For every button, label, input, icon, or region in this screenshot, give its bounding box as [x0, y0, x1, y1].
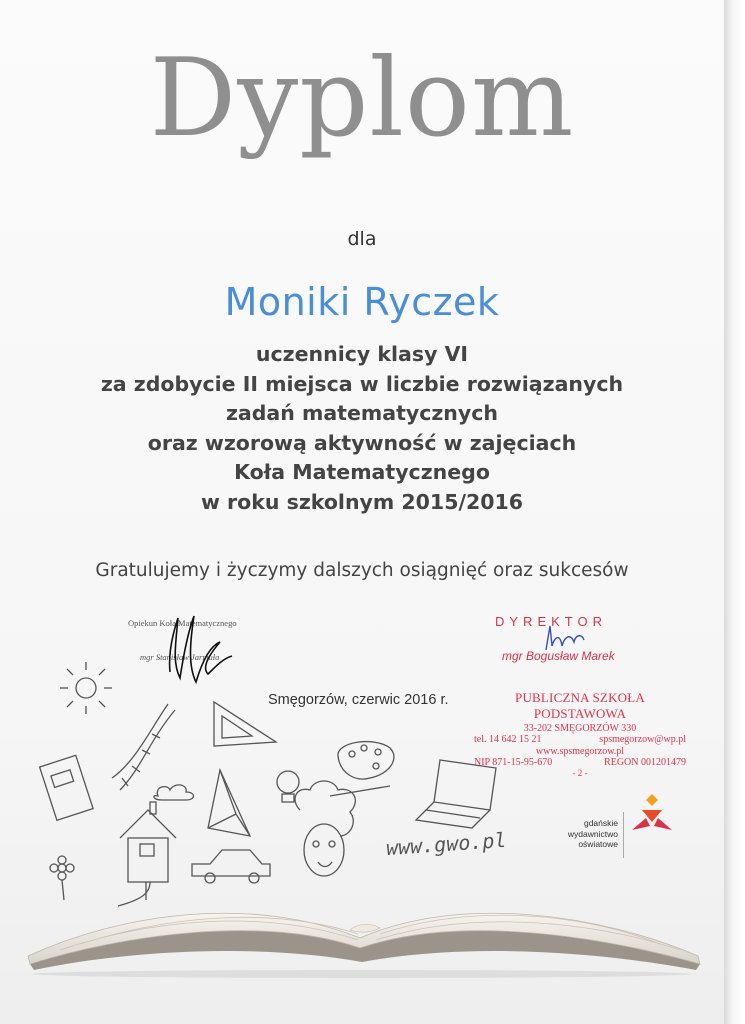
pyramid-icon — [208, 770, 250, 836]
stamp-address: 33-202 SMĘGORZÓW 330 — [523, 723, 637, 734]
stamp-www: www.spsmegorzow.pl — [535, 746, 625, 757]
triangle-ruler-icon — [214, 702, 276, 746]
notebook-icon — [40, 755, 93, 820]
director-title: DYREKTOR — [495, 614, 607, 629]
page-edge — [724, 0, 745, 1024]
dna-icon — [112, 704, 175, 790]
stamp-regon: REGON 001201479 — [604, 757, 686, 768]
sun-icon — [60, 662, 112, 714]
publisher-line: oświatowe — [578, 839, 618, 849]
gwo-logo-icon — [628, 792, 678, 840]
publisher-divider — [623, 812, 624, 858]
wishes-text: Gratulujemy i życzymy dalszych osiągnięć oraz sukcesów — [95, 560, 629, 581]
laptop-icon — [416, 760, 496, 828]
supervisor-name: mgr Stanisław Jarmuła — [140, 652, 220, 662]
recipient-name: Moniki Ryczek — [224, 280, 500, 324]
supervisor-role: Opiekun Koła Matematycznego — [128, 618, 237, 628]
stamp-number: - 2 - — [572, 768, 588, 778]
award-line: zadań matematycznych — [225, 401, 499, 425]
place-date: Smęgorzów, czerwic 2016 r. — [268, 692, 449, 708]
open-book-image — [0, 860, 724, 980]
award-text — [0, 340, 724, 517]
publisher-line: gdańskie — [583, 818, 618, 828]
director-name: mgr Bogusław Marek — [502, 649, 615, 663]
palette-icon — [330, 742, 394, 796]
award-line: oraz wzorową aktywność w zajęciach — [147, 430, 577, 455]
stamp-phone: tel. 14 642 15 21 — [474, 734, 542, 745]
award-line: za zdobycie II miejsca w liczbie rozwiązanych — [100, 371, 624, 396]
stamp-school-name: PUBLICZNA SZKOŁA PODSTAWOWA — [515, 690, 645, 721]
award-line: w roku szkolnym 2015/2016 — [200, 489, 523, 514]
for-word: dla — [347, 228, 377, 250]
publisher-line: wydawnictwo — [567, 828, 618, 839]
diploma-title: Dyplom — [149, 36, 575, 161]
award-line: Koła Matematycznego — [234, 460, 490, 484]
stamp-email: spsmegorzow@wp.pl — [599, 734, 686, 745]
cloud-icon — [154, 785, 194, 800]
award-line: uczennicy klasy VI — [255, 342, 469, 366]
publisher-website: www.gwo.pl — [385, 827, 508, 861]
stamp-nip: NIP 871-15-95-670 — [474, 757, 553, 768]
publisher-name — [548, 818, 618, 850]
